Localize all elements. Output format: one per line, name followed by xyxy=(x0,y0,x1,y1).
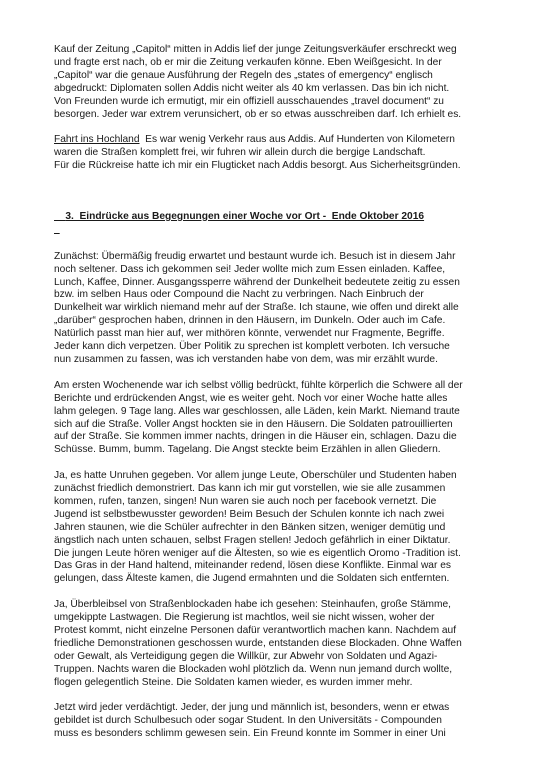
text-line: Jugend ist selbstbewusster geworden! Beim Besuch der Schulen konnte ich nach zwei xyxy=(54,508,445,520)
text-line: Für die Rückreise hatte ich mir ein Flugticket nach Addis besorgt. Aus Sicherheitsgründen. xyxy=(54,160,461,172)
paragraph-spacer xyxy=(54,586,496,599)
hochland-first-line-rest: Es war wenig Verkehr raus aus Addis. Auf Hunderten von Kilometern xyxy=(139,134,455,146)
text-line: umgekippte Lastwagen. Die Regierung ist machtlos, weil sie nicht wissen, woher der xyxy=(54,612,435,624)
section-heading-text: 3. Eindrücke aus Begegnungen einer Woche vor Ort - Ende Oktober 2016 xyxy=(65,210,425,222)
paragraph-wochenende xyxy=(54,380,496,457)
text-line: flogen gelegentlich Steine. Die Soldaten kamen wieder, es wurden immer mehr. xyxy=(54,676,413,688)
paragraph-spacer xyxy=(54,457,496,470)
text-line: „darüber“ gesprochen haben, drinnen in den Häusern, im Dunkeln. Oder auch im Cafe. xyxy=(54,315,446,327)
text-line: auf der Straße. Sie kommen immer nachts, dringen in die Häuser ein, schlagen. Dazu die xyxy=(54,431,457,443)
paragraph-hochland xyxy=(54,134,496,173)
section-spacer xyxy=(54,173,496,198)
text-line: Jahren staunen, wie die Schüler aufrechter in den Bänken sitzen, weniger demütig und xyxy=(54,521,446,533)
text-line: Schüsse. Bumm, bumm. Tagelang. Die Angst steckte beim Erzählen in allen Gliedern. xyxy=(54,444,441,456)
text-line: noch seltener. Dass ich gekommen sei! Jeder wollte mich zum Essen einladen. Kaffee, xyxy=(54,263,446,275)
paragraph-verdaechtigt xyxy=(54,702,496,741)
document-page xyxy=(54,44,496,741)
paragraph-spacer xyxy=(54,367,496,380)
text-line: sich auf die Straße. Voller Angst hockten sie in den Häusern. Die Soldaten patrouillierten xyxy=(54,418,453,430)
text-line: Protest kommt, nicht einzelne Personen dafür verantwortlich machen kann. Nachdem auf xyxy=(54,625,457,636)
text-line: kommen, rufen, tanzen, singen! Nun waren sie auch noch per facebook vernetzt. Die xyxy=(54,495,437,507)
text-line: oder Gewalt, als Verteidigung gegen die Willkür, zur Abwehr von Soldaten und Agazi- xyxy=(54,650,438,662)
text-line: Jetzt wird jeder verdächtigt. Jeder, der jung und männlich ist, besonders, wenn er etwas xyxy=(54,702,450,714)
text-line: Ja, es hatte Unruhen gegeben. Vor allem junge Leute, Oberschüler und Studenten haben xyxy=(54,470,457,482)
paragraph-blockaden xyxy=(54,599,496,689)
text-line: zunächst friedlich demonstriert. Das kann ich mir gut vorstellen, wie sie alle zusammen xyxy=(54,483,446,495)
text-line: besorgen. Jeder war extrem verunsichert, ob er so etwas ausschreiben darf. Ich erhielt es. xyxy=(54,108,462,120)
text-line: bzw. im selben Haus oder Compound die Nacht zu verbringen. Nach Einbruch der xyxy=(54,289,424,301)
text-line: muss es besonders schlimm gewesen sein. Ein Freund konnte im Sommer in einer Uni xyxy=(54,728,446,740)
text-line: gebildet ist durch Schulbesuch oder sogar Student. In den Universitäts - Compounden xyxy=(54,715,442,727)
text-line: und fragte erst nach, ob er mir die Zeitung verkaufen könne. Eben Weißgesicht. In der xyxy=(54,56,442,68)
text-line: Am ersten Wochenende war ich selbst völlig bedrückt, fühlte körperlich die Schwere all der xyxy=(54,379,463,391)
text-line: Ja, Überbleibsel von Straßenblockaden habe ich gesehen: Steinhaufen, große Stämme, xyxy=(54,599,451,611)
text-line: Zunächst: Übermäßig freudig erwartet und bestaunt wurde ich. Besuch ist in diesem Jahr xyxy=(54,250,456,262)
section-heading xyxy=(54,198,496,237)
text-line: „Capitol“ war die genaue Ausführung der Regeln des „states of emergency“ englisch xyxy=(54,69,433,81)
text-line: Die jungen Leute hören weniger auf die Ältesten, so wie es eigentlich Oromo -Tradition ist. xyxy=(54,547,461,559)
text-line: friedliche Demonstrationen geschossen wurde, entstanden diese Blockaden. Ohne Waffen xyxy=(54,637,462,649)
text-line: Lunch, Kaffee, Dinner. Ausgangssperre während der Dunkelheit bedeutete zeitig zu essen xyxy=(54,276,460,288)
text-line: Von Freunden wurde ich ermutigt, mir ein offiziell ausschauendes „travel document“ zu xyxy=(54,95,444,107)
text-line: waren die Straßen komplett frei, wir fuhren wir allein durch die bergige Landschaft. xyxy=(54,147,426,159)
text-line: Jeder kann dich verpetzen. Über Politik zu sprechen ist komplett verboten. Ich versuche xyxy=(54,341,450,353)
paragraph-spacer xyxy=(54,121,496,134)
paragraph-spacer xyxy=(54,237,496,251)
text-line: nun zusammen zu fassen, was ich verstanden habe von dem, was mir erzählt wurde. xyxy=(54,354,438,366)
hochland-label: Fahrt ins Hochland xyxy=(54,134,140,146)
paragraph-capitol xyxy=(54,44,496,121)
text-line: gelungen, dass Älteste kamen, die Jugend ermahnten und die Soldaten sich entfernten. xyxy=(54,573,450,585)
text-line: ängstlich nach unten schauen, selbst Fragen stellen! Jedoch gefährlich in einer Diktatur. xyxy=(54,534,451,546)
text-line xyxy=(54,134,496,147)
paragraph-unruhen xyxy=(54,470,496,586)
text-line: Truppen. Nachts waren die Blockaden wohl plötzlich da. Wenn nun jemand durch wollte, xyxy=(54,663,453,675)
paragraph-spacer xyxy=(54,690,496,703)
text-line: Dunkelheit war wirklich niemand mehr auf der Straße. Ich staune, wie offen und direkt alle xyxy=(54,302,459,314)
text-line: Berichte und erdrückenden Angst, wie es weiter geht. Noch vor einer Woche hatte alles xyxy=(54,392,448,404)
text-line: Natürlich passt man hier auf, wer mithören könnte, verwendet nur Fragmente, Begriffe. xyxy=(54,328,445,340)
text-line: lahm gelegen. 9 Tage lang. Alles war geschlossen, alle Läden, kein Markt. Niemand traute xyxy=(54,405,460,417)
text-line: abgedruckt: Diplomaten sollen Addis nicht weiter als 40 km verlassen. Das bin ich nicht. xyxy=(54,82,450,94)
paragraph-eindruecke xyxy=(54,251,496,367)
text-line: Das Gras in der Hand haltend, miteinander redend, lösen diese Konflikte. Einmal war es xyxy=(54,560,451,572)
text-line: Kauf der Zeitung „Capitol“ mitten in Addis lief der junge Zeitungsverkäufer erschreckt weg xyxy=(54,44,457,55)
